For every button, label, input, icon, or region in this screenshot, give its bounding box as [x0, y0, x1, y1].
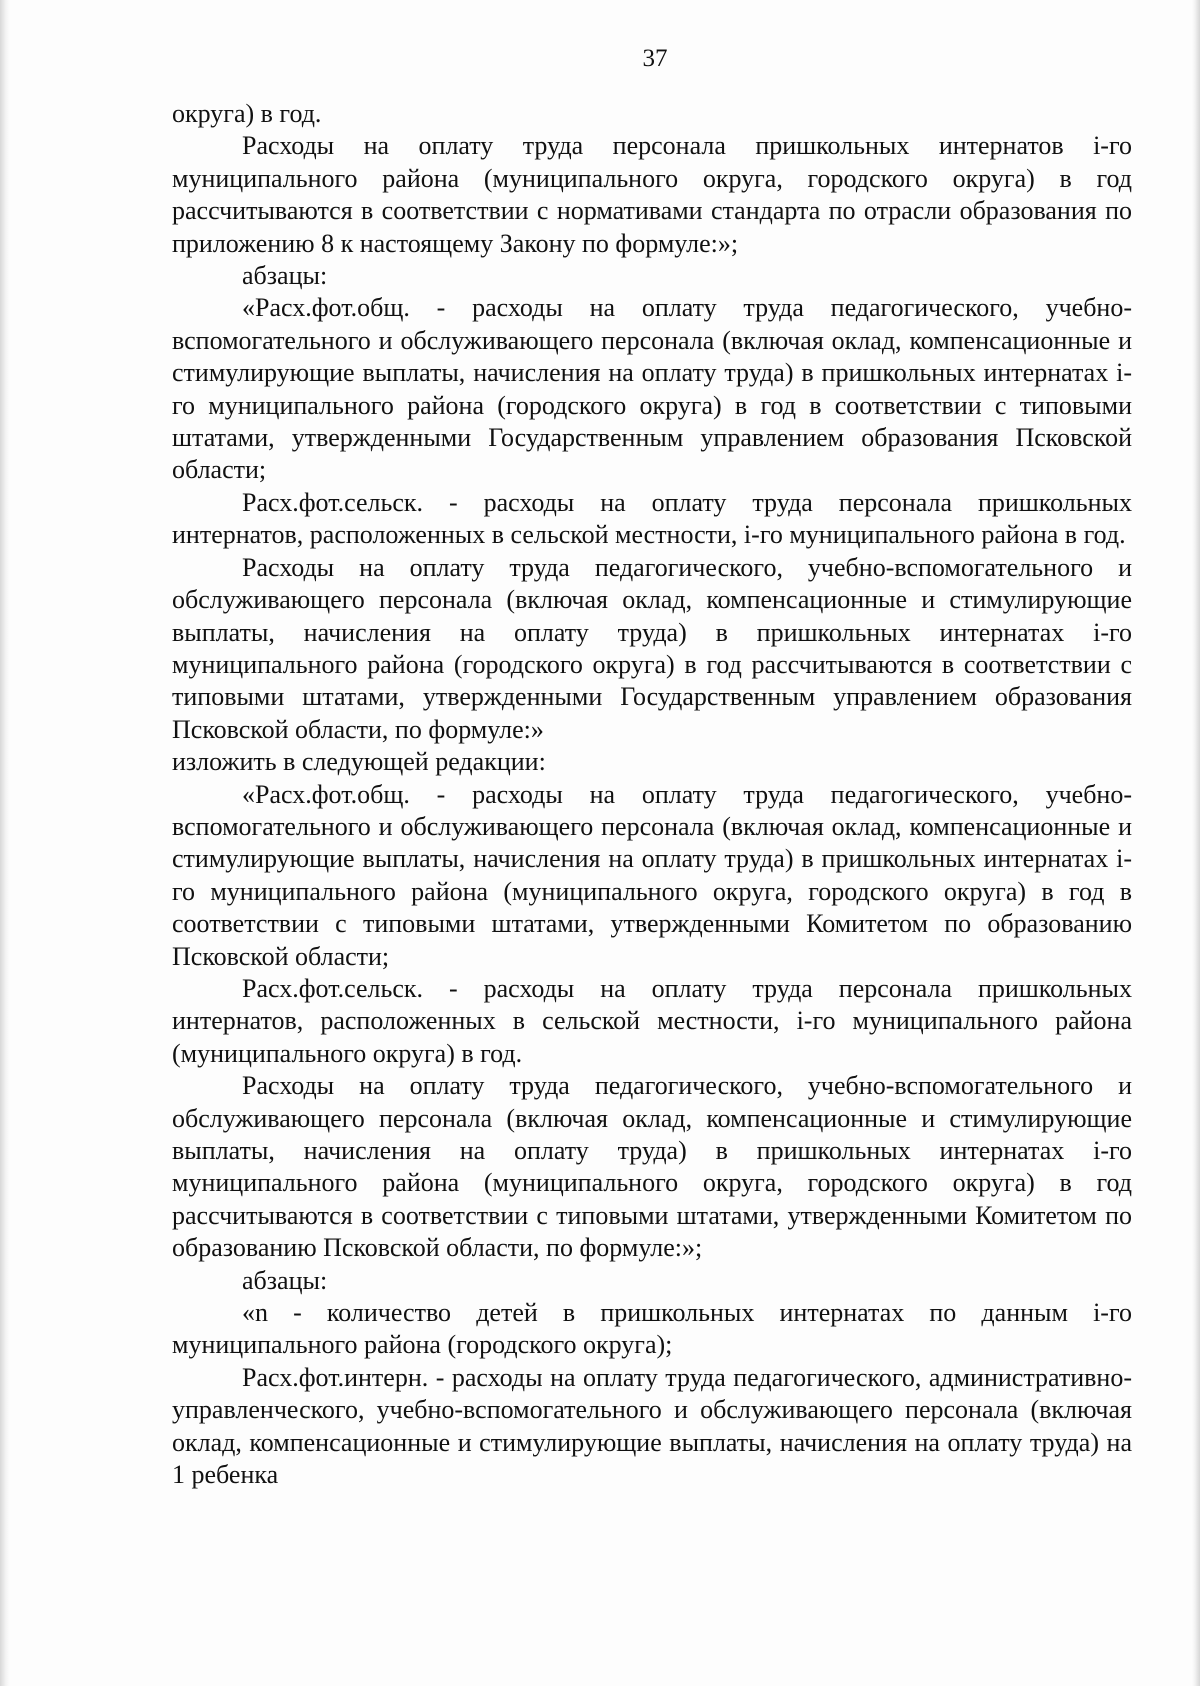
- paragraph: изложить в следующей редакции:: [172, 747, 546, 777]
- paragraph: Расх.фот.интерн. - расходы на оплату труда педагогического, административно-управленческого, учебно-вспомогательного и обслуживающего персонала (включая оклад, компенсационные и стимулирующие выплаты, начисления на оплату труда) на 1 ребенка: [172, 1362, 1132, 1490]
- paragraph: Расх.фот.сельск. - расходы на оплату труда персонала пришкольных интернатов, расположенных в сельской местности, i-го муниципального района в год.: [172, 487, 1132, 550]
- document-body: [172, 98, 1132, 1491]
- paragraph: «n - количество детей в пришкольных интернатах по данным i-го муниципального района (городского округа);: [172, 1298, 1132, 1360]
- paragraph: абзацы:: [242, 1265, 328, 1295]
- paragraph: Расходы на оплату труда педагогического, учебно-вспомогательного и обслуживающего персонала (включая оклад, компенсационные и стимулирующие выплаты, начисления на оплату труда) в пришкольных интернатах i-го муниципального района (городского округа) в год рассчитываются в соответствии с типовыми штатами, утвержденными Государственным управлением образования Псковской области, по формуле:»: [172, 552, 1132, 744]
- paragraph: «Расх.фот.общ. - расходы на оплату труда педагогического, учебно-вспомогательного и обслуживающего персонала (включая оклад, компенсационные и стимулирующие выплаты, начисления на оплату труда) в пришкольных интернатах i-го муниципального района (муниципального округа, городского округа) в год в соответствии с типовыми штатами, утвержденными Комитетом по образованию Псковской области;: [172, 779, 1132, 971]
- paragraph: абзацы:: [242, 261, 328, 291]
- paragraph: «Расх.фот.общ. - расходы на оплату труда педагогического, учебно-вспомогательного и обслуживающего персонала (включая оклад, компенсационные и стимулирующие выплаты, начисления на оплату труда) в пришкольных интернатах i-го муниципального района (городского округа) в год в соответствии с типовыми штатами, утвержденными Государственным управлением образования Псковской области;: [172, 293, 1132, 485]
- scan-edge-right: [1192, 0, 1200, 1686]
- paragraph: округа) в год.: [172, 99, 322, 128]
- paragraph: Расходы на оплату труда педагогического, учебно-вспомогательного и обслуживающего персонала (включая оклад, компенсационные и стимулирующие выплаты, начисления на оплату труда) в пришкольных интернатах i-го муниципального района (муниципального округа, городского округа) в год рассчитываются в соответствии с типовыми штатами, утвержденными Комитетом по образованию Псковской области, по формуле:»;: [172, 1071, 1132, 1263]
- page-number: 37: [642, 45, 668, 72]
- scan-edge-left: [0, 0, 10, 1686]
- paragraph: Расходы на оплату труда персонала пришкольных интернатов i-го муниципального района (муниципального округа, городского округа) в год рассчитываются в соответствии с нормативами стандарта по отрасли образования по приложению 8 к настоящему Закону по формуле:»;: [172, 131, 1132, 258]
- paragraph: Расх.фот.сельск. - расходы на оплату труда персонала пришкольных интернатов, расположенных в сельской местности, i-го муниципального района (муниципального округа) в год.: [172, 973, 1132, 1068]
